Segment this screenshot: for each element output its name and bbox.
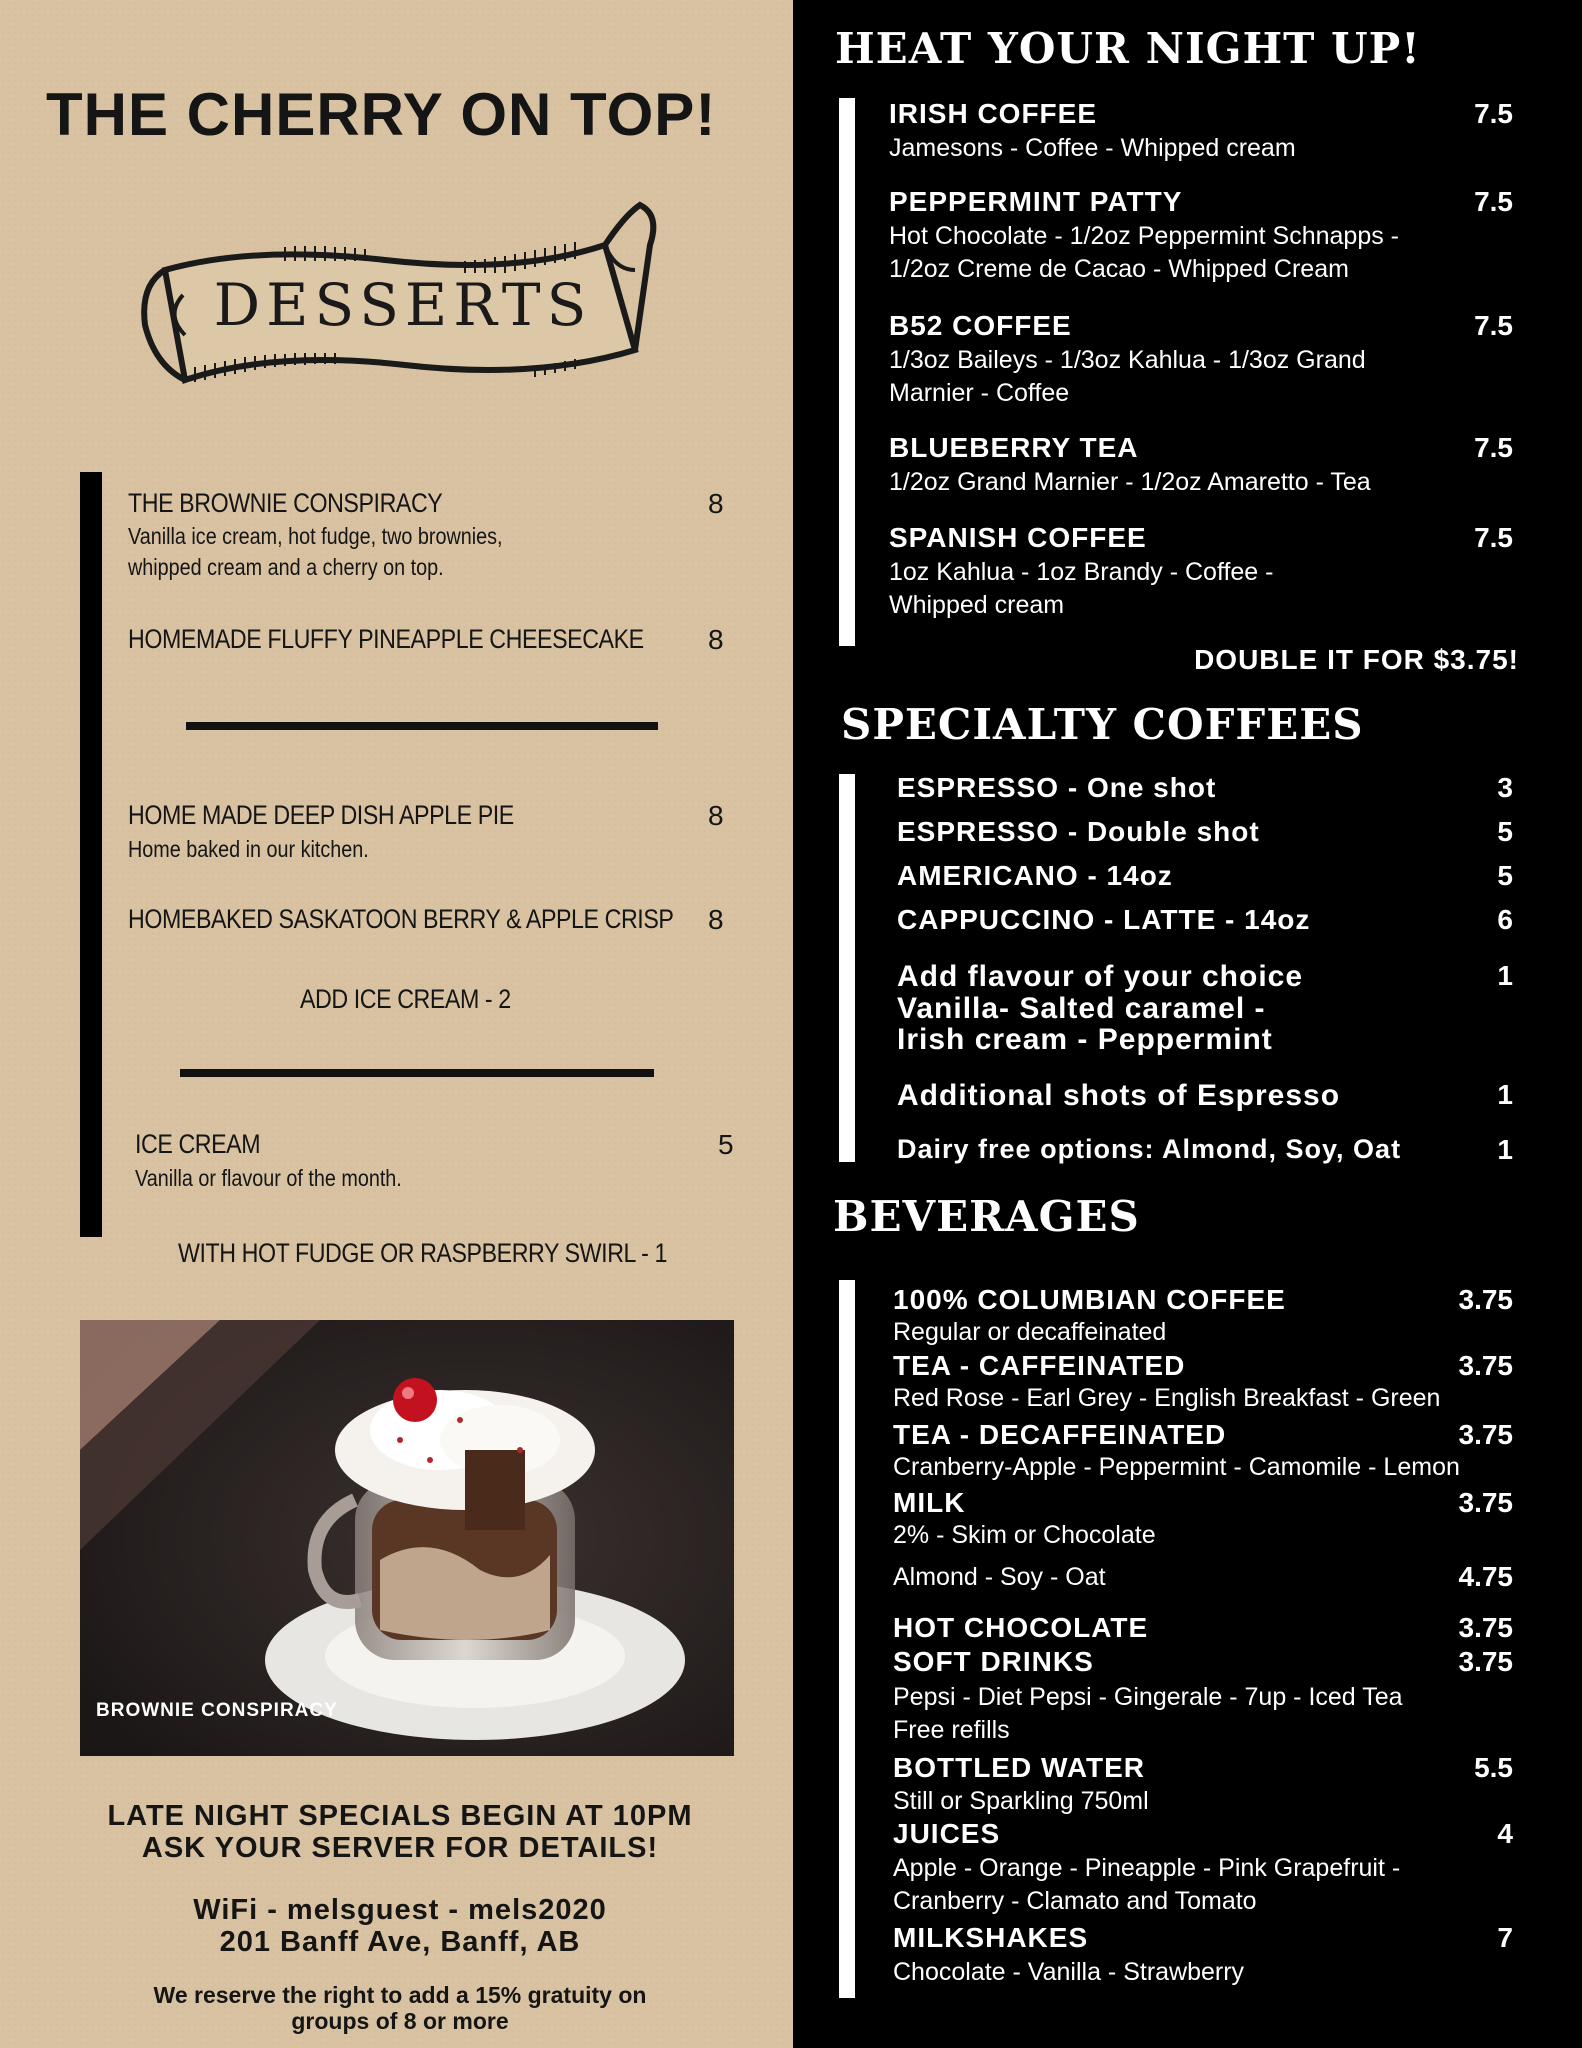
coffee-price: 1 — [1497, 1134, 1513, 1165]
drinks-panel — [793, 0, 1582, 2048]
drink-desc: 1/2oz Creme de Cacao - Whipped Cream — [889, 255, 1349, 283]
beverage-name: MILKSHAKES — [893, 1922, 1089, 1953]
add-ice-cream-note: ADD ICE CREAM - 2 — [300, 984, 511, 1014]
beverage-desc: Apple - Orange - Pineapple - Pink Grapefruit - — [893, 1854, 1401, 1882]
drink-desc: 1oz Kahlua - 1oz Brandy - Coffee - — [889, 558, 1274, 586]
drink-name: IRISH COFFEE — [889, 98, 1098, 129]
hot-fudge-note: WITH HOT FUDGE OR RASPBERRY SWIRL - 1 — [178, 1238, 667, 1268]
dessert-desc: Vanilla or flavour of the month. — [135, 1165, 402, 1191]
drink-name: BLUEBERRY TEA — [889, 432, 1139, 463]
beverage-price: 4 — [1497, 1818, 1513, 1849]
wifi-info: WiFi - melsguest - mels2020 — [193, 1894, 607, 1926]
beverage-desc: 2% - Skim or Chocolate — [893, 1521, 1156, 1549]
late-night-specials: LATE NIGHT SPECIALS BEGIN AT 10PM — [107, 1800, 693, 1832]
gratuity-note: We reserve the right to add a 15% gratuity on — [153, 1982, 647, 2008]
heat-title: HEAT YOUR NIGHT UP! — [835, 24, 1421, 73]
dessert-name: HOMEMADE FLUFFY PINEAPPLE CHEESECAKE — [128, 624, 644, 654]
coffee-name: Add flavour of your choice — [897, 960, 1304, 993]
dessert-name: ICE CREAM — [135, 1129, 261, 1159]
beverage-price: 3.75 — [1458, 1612, 1513, 1643]
specialty-title: SPECIALTY COFFEES — [841, 700, 1364, 749]
coffee-price: 5 — [1497, 860, 1513, 891]
beverage-price: 3.75 — [1458, 1284, 1513, 1315]
beverage-price: 3.75 — [1458, 1487, 1513, 1518]
beverage-desc: Free refills — [893, 1716, 1010, 1744]
ask-server: ASK YOUR SERVER FOR DETAILS! — [141, 1832, 659, 1864]
beverage-desc: Almond - Soy - Oat — [893, 1563, 1106, 1591]
beverage-price: 4.75 — [1458, 1561, 1513, 1592]
flavour-options: Vanilla- Salted caramel - — [897, 992, 1266, 1025]
coffee-name: AMERICANO - 14oz — [897, 860, 1173, 891]
coffee-name: CAPPUCCINO - LATTE - 14oz — [897, 904, 1311, 935]
dessert-price: 5 — [718, 1129, 734, 1160]
desserts-side-bar — [80, 472, 102, 1237]
drink-name: B52 COFFEE — [889, 310, 1072, 341]
beverage-name: TEA - CAFFEINATED — [893, 1350, 1186, 1381]
beverage-name: SOFT DRINKS — [893, 1646, 1094, 1677]
ribbon-banner-icon — [135, 175, 665, 425]
desserts-page-title: THE CHERRY ON TOP! — [46, 81, 717, 148]
divider — [180, 1069, 654, 1077]
drink-price: 7.5 — [1474, 522, 1513, 553]
dessert-price: 8 — [708, 904, 724, 935]
drink-desc: 1/2oz Grand Marnier - 1/2oz Amaretto - Tea — [889, 468, 1371, 496]
coffee-price: 5 — [1497, 816, 1513, 847]
beverage-price: 3.75 — [1458, 1350, 1513, 1381]
drink-desc: Hot Chocolate - 1/2oz Peppermint Schnapps - — [889, 222, 1399, 250]
beverage-desc: Pepsi - Diet Pepsi - Gingerale - 7up - Iced Tea — [893, 1683, 1403, 1711]
beverages-side-bar — [839, 1280, 855, 1998]
drink-price: 7.5 — [1474, 310, 1513, 341]
banner-text: DESSERTS — [213, 271, 593, 339]
photo-caption: BROWNIE CONSPIRACY — [96, 1700, 338, 1721]
drink-price: 7.5 — [1474, 432, 1513, 463]
beverage-name: TEA - DECAFFEINATED — [893, 1419, 1227, 1450]
beverage-name: BOTTLED WATER — [893, 1752, 1146, 1783]
brownie-sundae-image — [80, 1320, 734, 1756]
gratuity-note: groups of 8 or more — [291, 2008, 509, 2034]
dessert-name: HOME MADE DEEP DISH APPLE PIE — [128, 800, 514, 830]
flavour-options: Irish cream - Peppermint — [897, 1023, 1273, 1056]
beverage-desc: Regular or decaffeinated — [893, 1318, 1167, 1346]
beverage-price: 7 — [1497, 1922, 1513, 1953]
coffee-price: 3 — [1497, 772, 1513, 803]
dessert-price: 8 — [708, 624, 724, 655]
beverage-price: 3.75 — [1458, 1646, 1513, 1677]
coffee-name: ESPRESSO - One shot — [897, 772, 1217, 803]
beverage-desc: Still or Sparkling 750ml — [893, 1787, 1149, 1815]
drink-name: PEPPERMINT PATTY — [889, 186, 1183, 217]
beverage-desc: Cranberry-Apple - Peppermint - Camomile - Lemon — [893, 1453, 1460, 1481]
heat-side-bar — [839, 98, 855, 646]
drink-desc: Jamesons - Coffee - Whipped cream — [889, 134, 1296, 162]
coffee-name: Additional shots of Espresso — [897, 1079, 1341, 1112]
dessert-name: HOMEBAKED SASKATOON BERRY & APPLE CRISP — [128, 904, 674, 934]
specialty-side-bar — [839, 774, 855, 1162]
beverage-desc: Red Rose - Earl Grey - English Breakfast - Green — [893, 1384, 1441, 1412]
desserts-banner — [135, 175, 665, 430]
divider — [186, 722, 658, 730]
beverage-name: JUICES — [893, 1818, 1001, 1849]
dessert-name: THE BROWNIE CONSPIRACY — [128, 488, 443, 518]
dessert-photo — [80, 1320, 734, 1756]
beverage-price: 3.75 — [1458, 1419, 1513, 1450]
dessert-desc: whipped cream and a cherry on top. — [128, 554, 444, 580]
beverage-name: HOT CHOCOLATE — [893, 1612, 1149, 1643]
coffee-price: 1 — [1497, 960, 1513, 991]
drink-name: SPANISH COFFEE — [889, 522, 1147, 553]
drink-desc: Marnier - Coffee — [889, 379, 1070, 407]
address: 201 Banff Ave, Banff, AB — [219, 1926, 581, 1958]
beverage-name: MILK — [893, 1487, 966, 1518]
drink-price: 7.5 — [1474, 98, 1513, 129]
coffee-price: 1 — [1497, 1079, 1513, 1110]
coffee-name: ESPRESSO - Double shot — [897, 816, 1260, 847]
double-it-note: DOUBLE IT FOR $3.75! — [1194, 644, 1519, 675]
beverage-desc: Cranberry - Clamato and Tomato — [893, 1887, 1257, 1915]
beverages-title: BEVERAGES — [833, 1192, 1140, 1241]
beverage-desc: Chocolate - Vanilla - Strawberry — [893, 1958, 1245, 1986]
drink-desc: 1/3oz Baileys - 1/3oz Kahlua - 1/3oz Grand — [889, 346, 1366, 374]
beverage-name: 100% COLUMBIAN COFFEE — [893, 1284, 1286, 1315]
dessert-desc: Home baked in our kitchen. — [128, 836, 369, 862]
beverage-price: 5.5 — [1474, 1752, 1513, 1783]
drink-desc: Whipped cream — [889, 591, 1065, 619]
coffee-price: 6 — [1497, 904, 1513, 935]
drink-price: 7.5 — [1474, 186, 1513, 217]
dessert-price: 8 — [708, 800, 724, 831]
dessert-price: 8 — [708, 488, 724, 519]
dessert-desc: Vanilla ice cream, hot fudge, two brownies, — [128, 523, 503, 549]
coffee-name: Dairy free options: Almond, Soy, Oat — [897, 1134, 1402, 1164]
